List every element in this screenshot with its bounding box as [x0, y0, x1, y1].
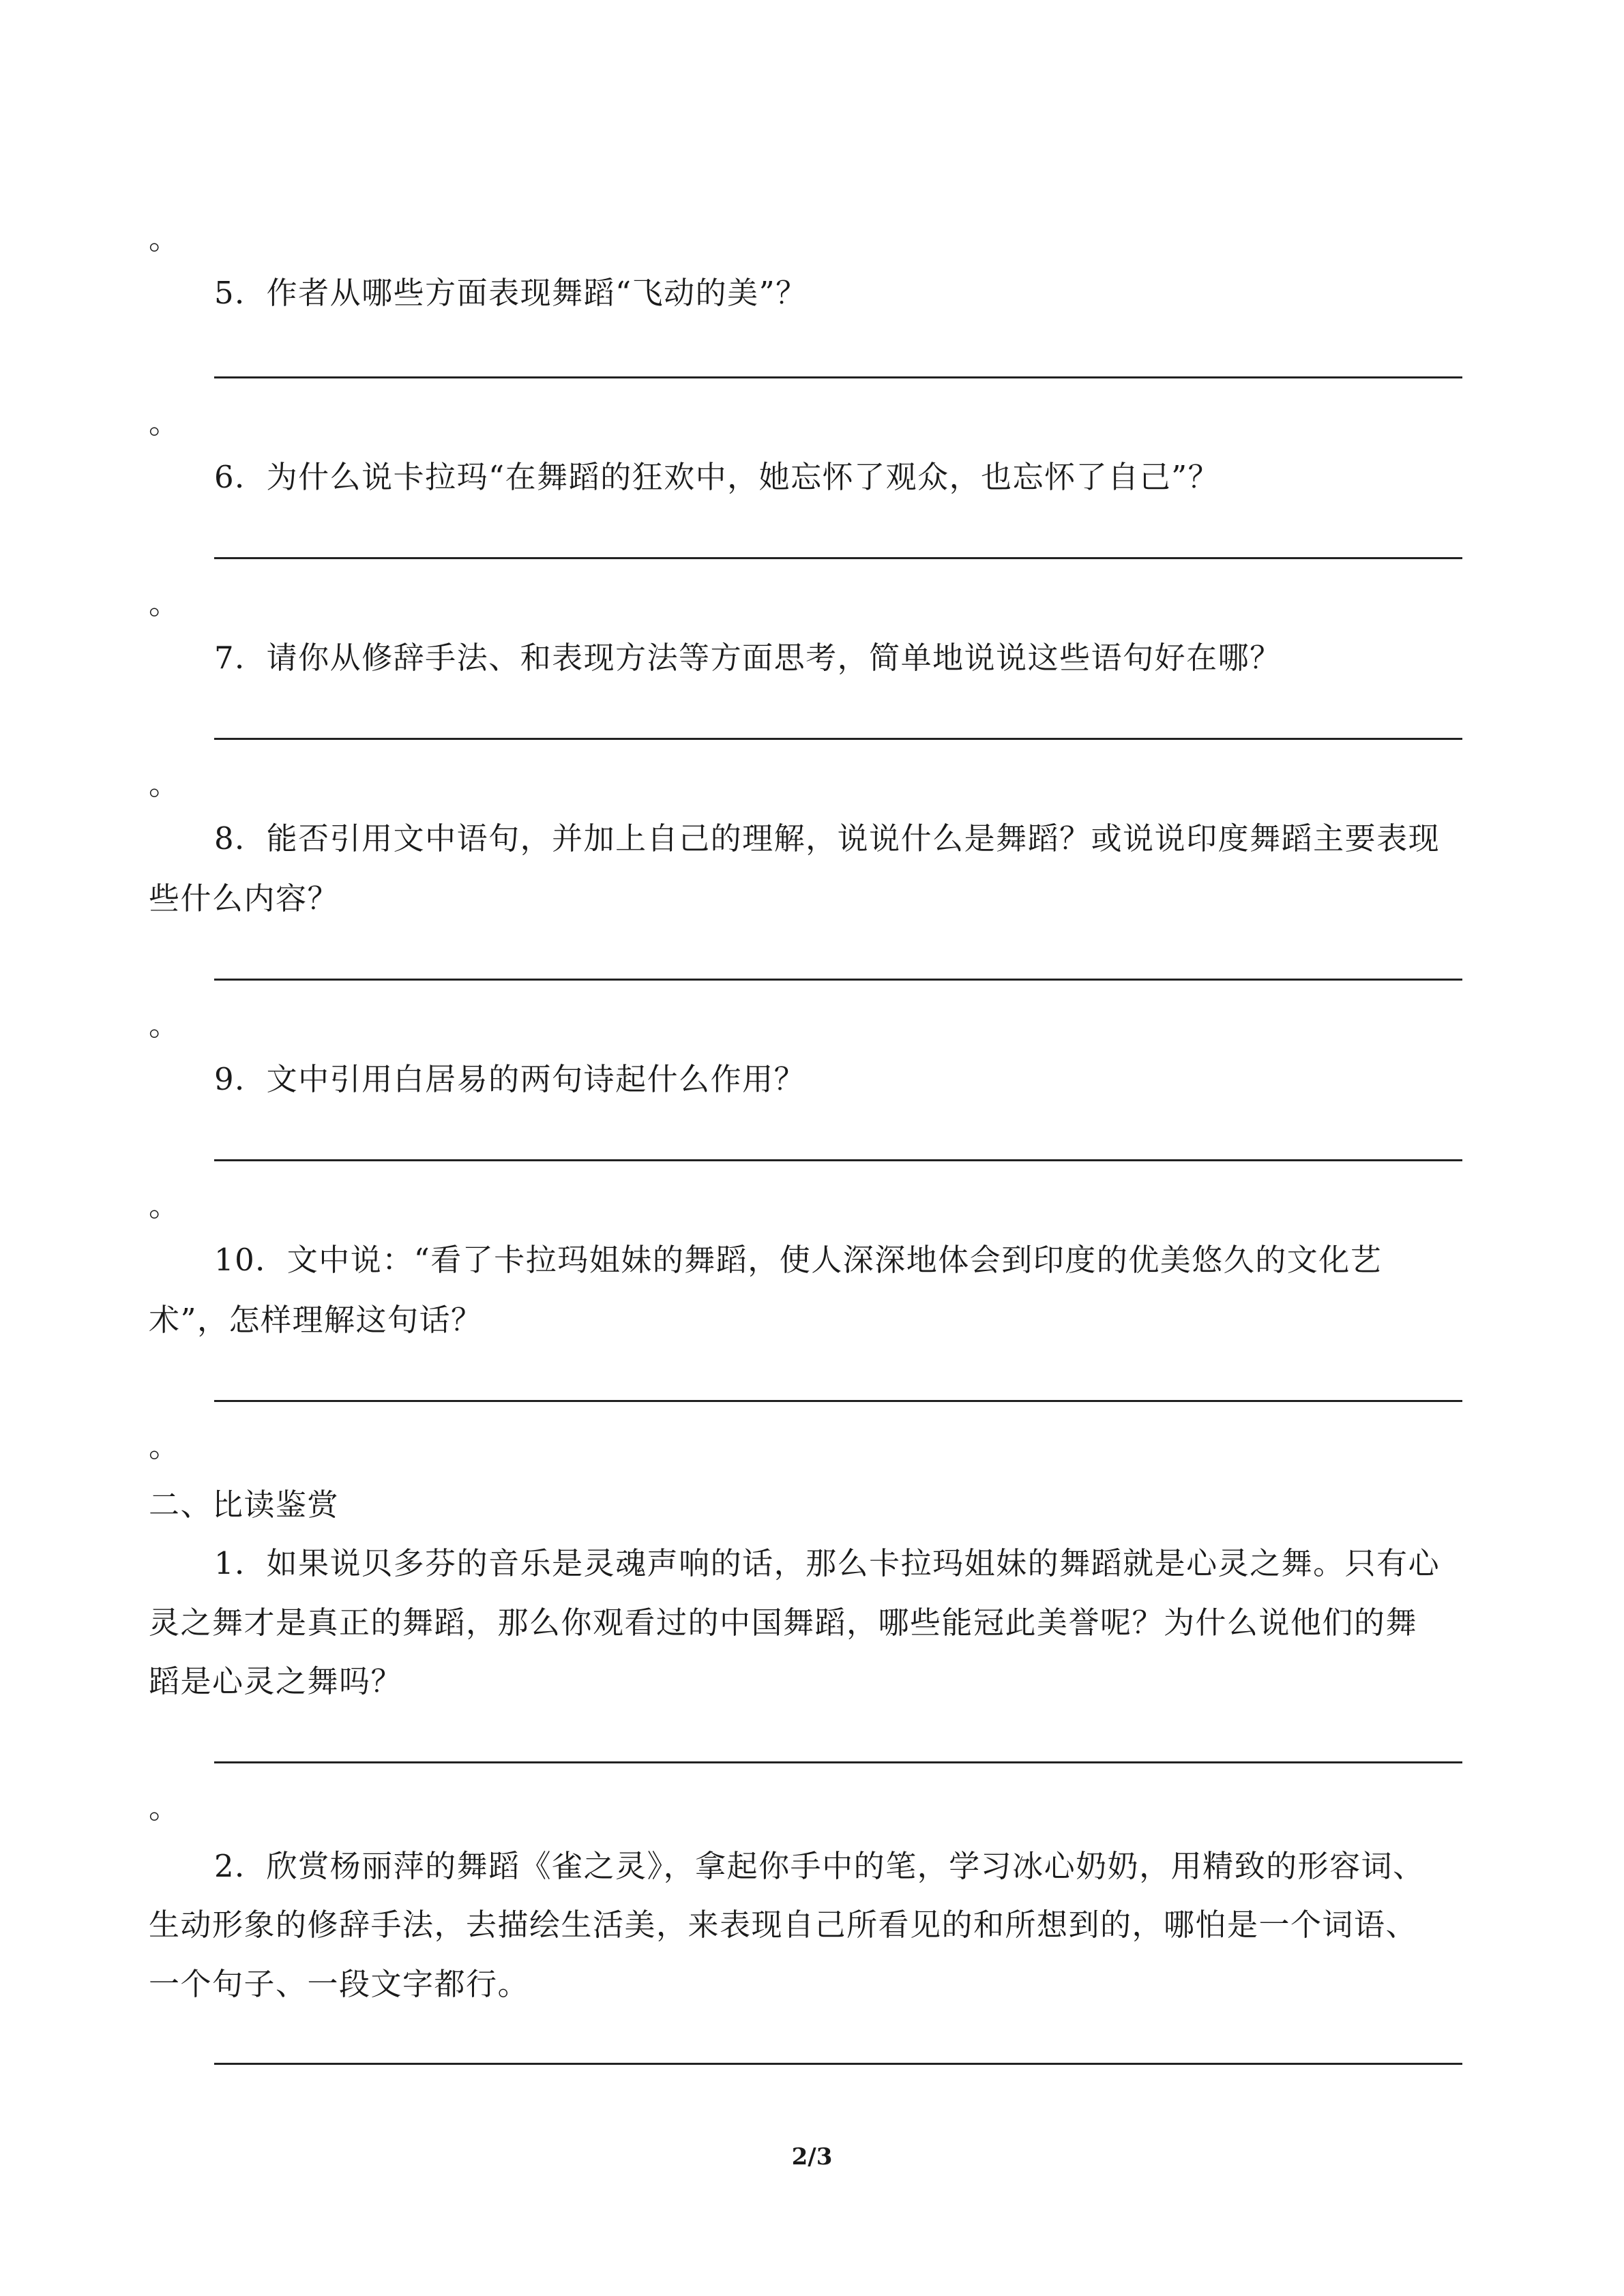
- question-7: 7．请你从修辞手法、和表现方法等方面思考，简单地说说这些语句好在哪？: [214, 640, 1282, 676]
- answer-end-mark: 。: [149, 1789, 181, 1825]
- answer-end-mark: 。: [149, 1007, 181, 1043]
- answer-line-7[interactable]: [214, 738, 1462, 740]
- section2-question-2-line-2: 生动形象的修辞手法，去描绘生活美，来表现自己所看见的和所想到的，哪怕是一个词语、: [149, 1907, 1418, 1943]
- question-9: 9．文中引用白居易的两句诗起什么作用？: [214, 1061, 806, 1097]
- answer-line-6[interactable]: [214, 557, 1462, 559]
- answer-line-10[interactable]: [214, 1400, 1462, 1402]
- answer-end-mark: 。: [149, 404, 181, 441]
- page-number: 2/3: [791, 2143, 833, 2171]
- section2-question-1-line-3: 蹈是心灵之舞吗？: [149, 1663, 403, 1699]
- question-8-line-1: 8．能否引用文中语句，并加上自己的理解，说说什么是舞蹈？或说说印度舞蹈主要表现: [214, 820, 1441, 856]
- section2-question-2-line-3: 一个句子、一段文字都行。: [149, 1966, 530, 2002]
- answer-line-8[interactable]: [214, 979, 1462, 981]
- answer-line-9[interactable]: [214, 1159, 1462, 1161]
- question-8-line-2: 些什么内容？: [149, 880, 340, 916]
- answer-line-s2q2[interactable]: [214, 2063, 1462, 2065]
- section2-question-1-line-1: 1．如果说贝多芬的音乐是灵魂声响的话，那么卡拉玛姐妹的舞蹈就是心灵之舞。只有心: [214, 1545, 1441, 1581]
- question-5: 5．作者从哪些方面表现舞蹈“飞动的美”？: [214, 275, 808, 311]
- question-10-line-2: 术”，怎样理解这句话？: [149, 1302, 483, 1338]
- answer-end-mark: 。: [149, 220, 181, 256]
- answer-end-mark: 。: [149, 1187, 181, 1223]
- answer-line-5[interactable]: [214, 376, 1462, 378]
- section2-question-2-line-1: 2．欣赏杨丽萍的舞蹈《雀之灵》，拿起你手中的笔，学习冰心奶奶，用精致的形容词、: [214, 1848, 1425, 1884]
- section2-question-1-line-2: 灵之舞才是真正的舞蹈，那么你观看过的中国舞蹈，哪些能冠此美誉呢？为什么说他们的舞: [149, 1605, 1418, 1641]
- answer-end-mark: 。: [149, 766, 181, 802]
- section-heading: 二、比读鉴赏: [149, 1487, 340, 1523]
- question-10-line-1: 10．文中说：“看了卡拉玛姐妹的舞蹈，使人深深地体会到印度的优美悠久的文化艺: [214, 1242, 1383, 1278]
- question-6: 6．为什么说卡拉玛“在舞蹈的狂欢中，她忘怀了观众，也忘怀了自己”？: [214, 459, 1220, 495]
- answer-end-mark: 。: [149, 1428, 181, 1464]
- answer-end-mark: 。: [149, 585, 181, 621]
- answer-line-s2q1[interactable]: [214, 1761, 1462, 1763]
